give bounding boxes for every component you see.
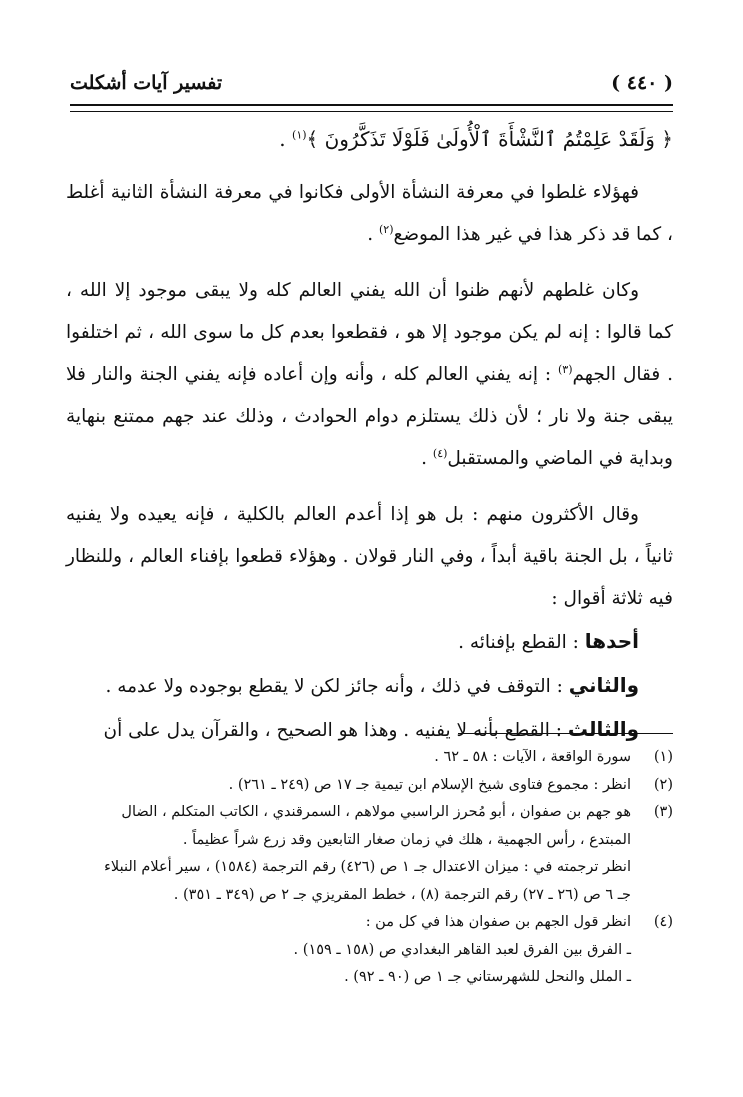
list-item (66, 664, 673, 708)
verse-end: . (279, 127, 286, 151)
footnote-1 (66, 744, 673, 772)
header-rule-thin (70, 111, 673, 112)
footnote-ref-1: (١) (292, 128, 307, 142)
footnote-2 (66, 772, 673, 800)
quran-verse (66, 118, 673, 160)
footnote-number: (٤) (653, 914, 673, 930)
footnote-separator (458, 733, 673, 734)
footnote-text: هو جهم بن صفوان ، أبو مُحرز الراسبي مولاهم ، السمرقندي ، الكاتب المتكلم ، الضال (121, 804, 631, 820)
main-text (66, 118, 673, 752)
paragraph-2 (66, 270, 673, 480)
footnote-4-line-2: ـ الفرق بين الفرق لعبد القاهر البغدادي ص (١٥٨ ـ ١٥٩) . (293, 941, 631, 958)
footnote-ref-3: (٣) (557, 362, 573, 376)
footnote-4-line-3: ـ الملل والنحل للشهرستاني جـ ١ ص (٩٠ ـ ٩٢) . (344, 969, 631, 985)
footnotes (66, 744, 673, 992)
footnote-3 (66, 799, 673, 827)
footnote-text: انظر : مجموع فتاوى شيخ الإسلام ابن تيمية جـ ١٧ ص (٢٤٩ ـ ٢٦١) . (228, 776, 631, 793)
paragraph-2-end: . (421, 448, 433, 469)
footnote-4 (66, 909, 673, 937)
list-item-key: أحدها (584, 629, 639, 653)
footnote-number: (٢) (653, 776, 673, 793)
page-header (70, 68, 673, 102)
list-item-key: والثاني (568, 673, 639, 697)
paragraph-3: وقال الأكثرون منهم : بل هو إذا أعدم العالم بالكلية ، فإنه يعيده ولا يفنيه ثانياً ، بل الجنة باقية أبداً ، وفي النار قولان . وهؤلاء قطعوا بإفناء العالم ، وللنظار فيه ثلاثة أقوال : (66, 504, 673, 609)
paragraph-2-text-b: : إنه يفني العالم كله ، وأنه وإن أعاده فإنه يفني الجنة والنار فلا يبقى جنة ولا نار ؛ لأن ذلك يستلزم دوام الحوادث ، وذلك عند جهم ممتنع بنهاية وبداية في الماضي والمستقبل (66, 364, 673, 469)
paragraph-1 (66, 172, 673, 256)
footnote-3-line-3: انظر ترجمته في : ميزان الاعتدال جـ ١ ص (٤٢٦) رقم الترجمة (١٥٨٤) ، سير أعلام النبلاء (104, 859, 631, 875)
list-item-text: : القطع بإفنائه . (458, 632, 585, 653)
running-title: تفسير آيات أشكلت (70, 72, 223, 94)
paragraph-2-text-a: وكان غلطهم لأنهم ظنوا أن الله يفني العالم كله ولا يبقى موجود إلا الله ، كما قالوا : إنه لم يكن موجود إلا هو ، فقطعوا بعدم كل ما سوى الله ، ثم اختلفوا . فقال الجهم (66, 280, 673, 385)
paragraph-1-end: . (367, 224, 379, 245)
footnote-ref-2: (٢) (378, 222, 394, 236)
footnote-3-line-4: جـ ٦ ص (٢٦ ـ ٢٧) رقم الترجمة (٨) ، خطط المقريزي جـ ٢ ص (٣٤٩ ـ ٣٥١) . (173, 886, 631, 903)
footnote-text: سورة الواقعة ، الآيات : ٥٨ ـ ٦٢ . (434, 749, 631, 765)
list-item (66, 620, 673, 664)
footnote-ref-4: (٤) (432, 446, 448, 460)
paragraph-1-text: فهؤلاء غلطوا في معرفة النشأة الأولى فكانوا في معرفة النشأة الثانية أغلط ، كما قد ذكر هذا في غير هذا الموضع (66, 182, 673, 245)
header-rule-thick (70, 104, 673, 106)
list-item-key: والثالث (567, 717, 639, 741)
page-number: ( ٤٤٠ ) (611, 72, 673, 94)
footnote-number: (١) (653, 749, 673, 765)
footnote-text: انظر قول الجهم بن صفوان هذا في كل من : (365, 914, 631, 930)
verse-text: ﴿ وَلَقَدْ عَلِمْتُمُ ٱلنَّشْأَةَ ٱلْأُولَىٰ فَلَوْلَا تَذَكَّرُونَ ﴾ (306, 127, 673, 151)
list-item-text: : القطع بأنه لا يفنيه . وهذا هو الصحيح ، والقرآن يدل على أن (103, 720, 568, 741)
list-item-text: : التوقف في ذلك ، وأنه جائز لكن لا يقطع بوجوده ولا عدمه . (105, 676, 569, 697)
footnote-number: (٣) (653, 804, 673, 820)
footnote-3-line-2: المبتدع ، رأس الجهمية ، هلك في زمان صغار التابعين وقد زرع شراً عظيماً . (182, 831, 631, 848)
